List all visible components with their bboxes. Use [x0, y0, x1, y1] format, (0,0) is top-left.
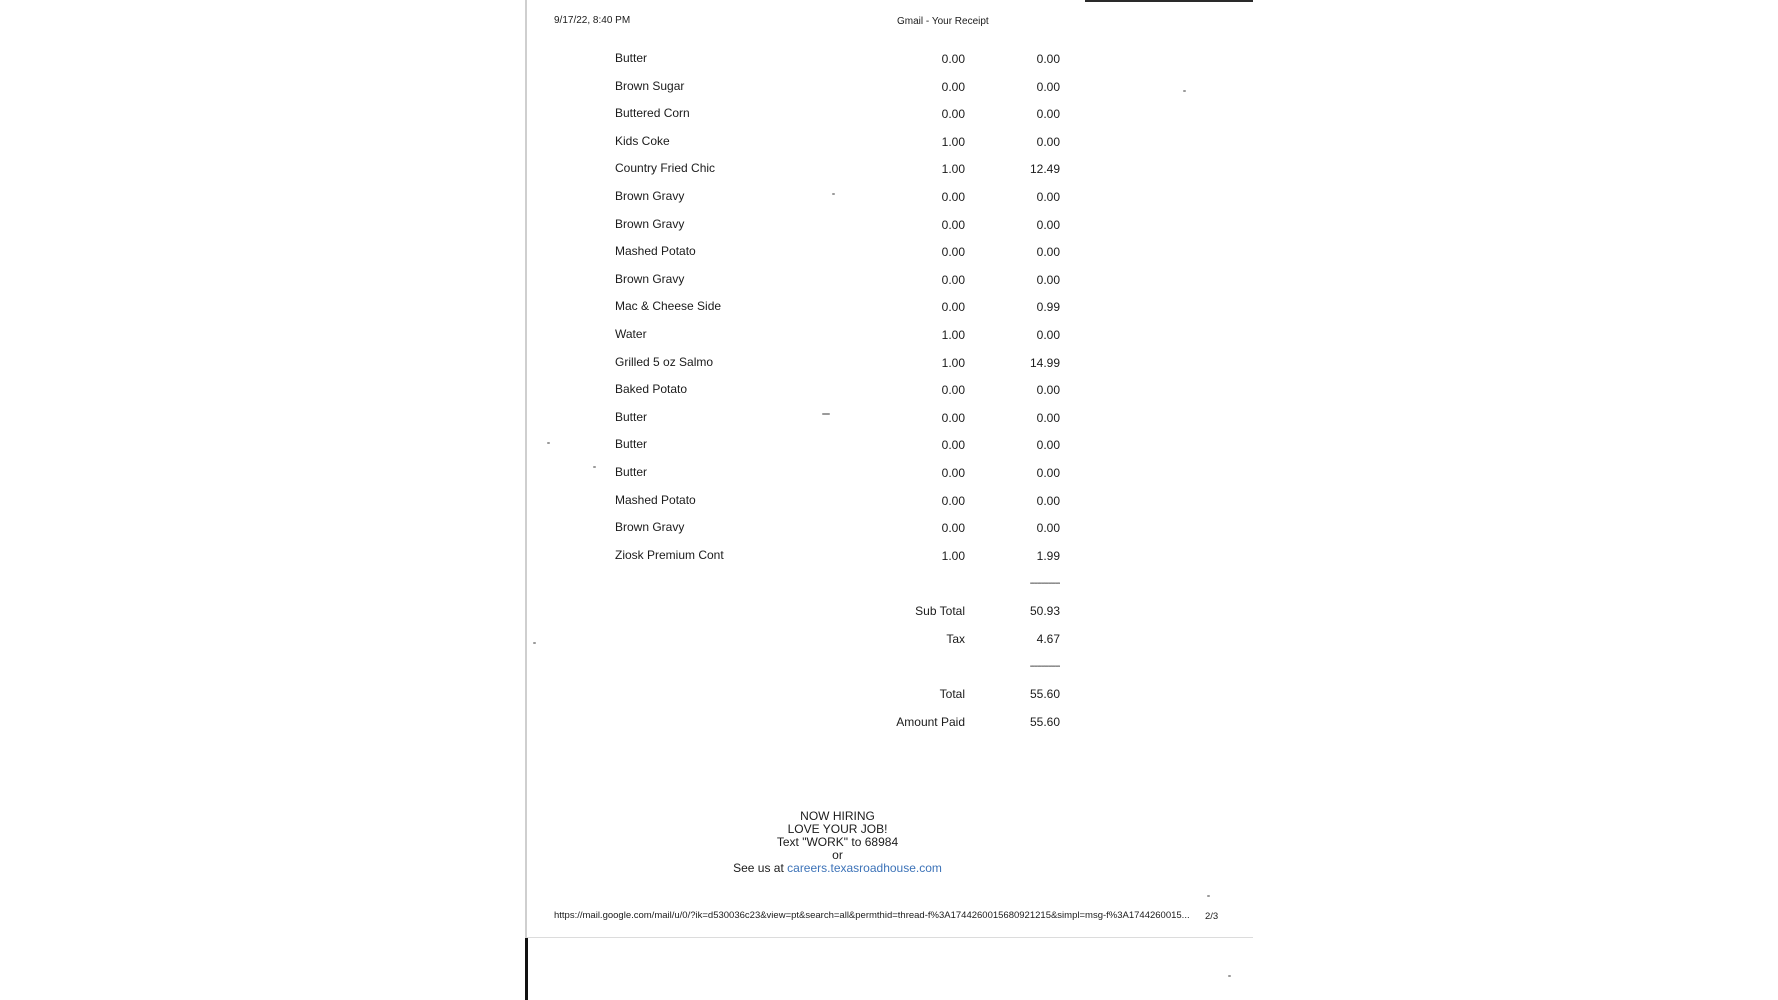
- item-name: Brown Gravy: [615, 520, 685, 534]
- item-price: 0.00: [1036, 273, 1060, 287]
- item-price: 0.00: [1036, 438, 1060, 452]
- hiring-message: [700, 810, 975, 875]
- item-name: Brown Sugar: [615, 79, 685, 93]
- amount-paid-label: Amount Paid: [896, 715, 965, 729]
- line-item-row: [0, 548, 1778, 568]
- subtotal-separator: -------------: [1029, 578, 1060, 589]
- careers-link[interactable]: careers.texasroadhouse.com: [787, 861, 942, 875]
- line-item-row: [0, 437, 1778, 457]
- page-number: 2/3: [1205, 911, 1219, 922]
- item-quantity: 1.00: [941, 162, 965, 176]
- item-quantity: 0.00: [941, 190, 965, 204]
- hiring-line-4: or: [832, 848, 843, 862]
- line-item-row: [0, 106, 1778, 126]
- item-name: Butter: [615, 410, 648, 424]
- page-bottom-edge: [527, 937, 1253, 938]
- item-quantity: 0.00: [941, 300, 965, 314]
- item-name: Mashed Potato: [615, 493, 696, 507]
- amount-paid-row: [0, 715, 1778, 735]
- tax-label: Tax: [946, 632, 965, 646]
- item-price: 0.00: [1036, 135, 1060, 149]
- item-name: Buttered Corn: [615, 106, 690, 120]
- item-quantity: 0.00: [941, 245, 965, 259]
- item-name: Butter: [615, 51, 648, 65]
- hiring-line-2: LOVE YOUR JOB!: [787, 822, 888, 836]
- item-price: 0.00: [1036, 328, 1060, 342]
- item-quantity: 0.00: [941, 107, 965, 121]
- line-item-row: [0, 327, 1778, 347]
- item-price: 0.00: [1036, 411, 1060, 425]
- tax-value: 4.67: [1036, 632, 1060, 646]
- scan-top-edge-mark: [1085, 0, 1253, 2]
- item-price: 0.00: [1036, 494, 1060, 508]
- item-quantity: 0.00: [941, 273, 965, 287]
- line-item-row: [0, 189, 1778, 209]
- item-price: 0.00: [1036, 190, 1060, 204]
- item-name: Baked Potato: [615, 382, 688, 396]
- subtotal-label: Sub Total: [915, 604, 965, 618]
- tax-row: [0, 632, 1778, 652]
- item-name: Grilled 5 oz Salmo: [615, 355, 714, 369]
- total-label: Total: [939, 687, 965, 701]
- scan-speck: [1207, 895, 1210, 897]
- item-price: 0.00: [1036, 218, 1060, 232]
- see-us-prefix: See us at: [733, 861, 788, 875]
- item-price: 12.49: [1029, 162, 1060, 176]
- item-name: Brown Gravy: [615, 272, 685, 286]
- item-quantity: 0.00: [941, 52, 965, 66]
- print-title: Gmail - Your Receipt: [897, 16, 989, 27]
- hiring-line-1: NOW HIRING: [800, 809, 875, 823]
- line-item-row: [0, 161, 1778, 181]
- line-item-row: [0, 355, 1778, 375]
- item-price: 1.99: [1036, 549, 1060, 563]
- scan-edge-mark: [525, 938, 528, 1000]
- line-item-row: [0, 382, 1778, 402]
- line-item-row: [0, 79, 1778, 99]
- item-name: Kids Coke: [615, 134, 670, 148]
- item-quantity: 0.00: [941, 438, 965, 452]
- item-price: 0.00: [1036, 466, 1060, 480]
- item-price: 0.00: [1036, 107, 1060, 121]
- hiring-line-3: Text "WORK" to 68984: [776, 835, 899, 849]
- total-value: 55.60: [1029, 687, 1060, 701]
- line-item-row: [0, 244, 1778, 264]
- item-price: 0.00: [1036, 80, 1060, 94]
- item-quantity: 0.00: [941, 218, 965, 232]
- subtotal-row: [0, 604, 1778, 624]
- item-quantity: 1.00: [941, 356, 965, 370]
- item-name: Butter: [615, 465, 648, 479]
- print-datetime: 9/17/22, 8:40 PM: [554, 15, 631, 26]
- item-price: 0.00: [1036, 521, 1060, 535]
- item-quantity: 0.00: [941, 521, 965, 535]
- line-item-row: [0, 493, 1778, 513]
- item-quantity: 1.00: [941, 549, 965, 563]
- item-quantity: 0.00: [941, 466, 965, 480]
- line-item-row: [0, 520, 1778, 540]
- item-price: 0.00: [1036, 383, 1060, 397]
- line-item-row: [0, 51, 1778, 71]
- total-row: [0, 687, 1778, 707]
- item-name: Mac & Cheese Side: [615, 299, 722, 313]
- item-quantity: 0.00: [941, 383, 965, 397]
- item-price: 0.00: [1036, 52, 1060, 66]
- subtotal-value: 50.93: [1029, 604, 1060, 618]
- hiring-line-5: [700, 862, 975, 875]
- item-price: 0.00: [1036, 245, 1060, 259]
- item-quantity: 0.00: [941, 494, 965, 508]
- line-item-row: [0, 272, 1778, 292]
- item-name: Brown Gravy: [615, 189, 685, 203]
- print-url: https://mail.google.com/mail/u/0/?ik=d530036c23&view=pt&search=all&permthid=thread-f%3A1744260015680921215&simpl=msg-f%3A1744260015...: [554, 910, 1190, 921]
- item-name: Butter: [615, 437, 648, 451]
- total-separator: -------------: [1029, 661, 1060, 672]
- item-quantity: 0.00: [941, 411, 965, 425]
- item-name: Ziosk Premium Cont: [615, 548, 724, 562]
- line-item-row: [0, 299, 1778, 319]
- scan-speck: [1228, 975, 1231, 977]
- item-name: Country Fried Chic: [615, 161, 716, 175]
- line-item-row: [0, 134, 1778, 154]
- amount-paid-value: 55.60: [1029, 715, 1060, 729]
- item-quantity: 1.00: [941, 135, 965, 149]
- item-name: Water: [615, 327, 647, 341]
- line-item-row: [0, 465, 1778, 485]
- item-price: 14.99: [1029, 356, 1060, 370]
- item-quantity: 0.00: [941, 80, 965, 94]
- item-name: Brown Gravy: [615, 217, 685, 231]
- item-name: Mashed Potato: [615, 244, 696, 258]
- item-price: 0.99: [1036, 300, 1060, 314]
- item-quantity: 1.00: [941, 328, 965, 342]
- line-item-row: [0, 410, 1778, 430]
- line-item-row: [0, 217, 1778, 237]
